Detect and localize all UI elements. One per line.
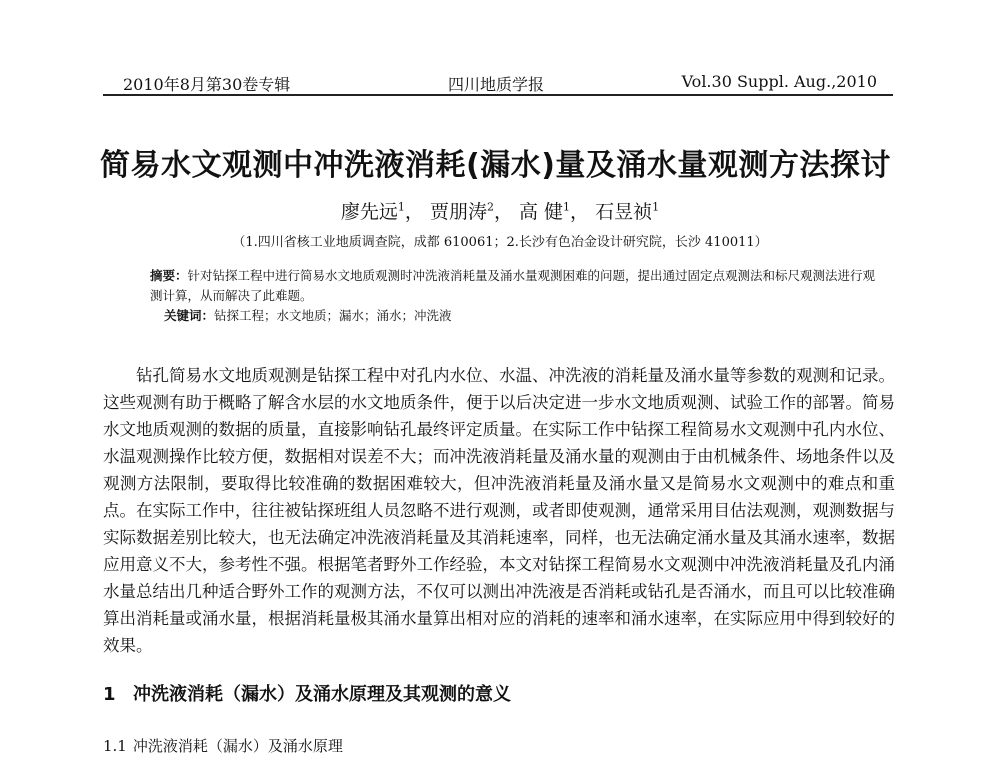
abstract-label: 摘要：: [150, 268, 188, 283]
journal-name: 四川地质学报: [448, 75, 545, 94]
subsection-title: 冲洗液消耗（漏水）及涌水原理: [132, 737, 343, 755]
author-affiliation-mark: 1: [397, 200, 405, 214]
abstract-text: 针对钻探工程中进行简易水文地质观测时冲洗液消耗量及涌水量观测困难的问题，提出通过固定点观测法和标尺观测法进行观测计算，从而解决了此难题。: [150, 268, 876, 303]
author-affiliation-mark: 2: [486, 200, 494, 214]
affiliations: （1.四川省核工业地质调查院，成都 610061；2.长沙有色冶金设计研究院，长沙 410011）: [232, 235, 768, 250]
body-text: [103, 362, 895, 659]
author-affiliation-mark: 1: [563, 200, 571, 214]
author-list: 廖先远$^1$， 贾朋涛$^2$， 高 健$^1$， 石昱祯$^1$: [340, 200, 660, 223]
intro-paragraph: 钻孔简易水文地质观测是钻探工程中对孔内水位、水温、冲洗液的消耗量及涌水量等参数的观测和记录。这些观测有助于概略了解含水层的水文地质条件，便于以后决定进一步水文地质观测、试验工作的部署。简易水文地质观测的数据的质量，直接影响钻孔最终评定质量。在实际工作中钻探工程简易水文观测中孔内水位、水温观测操作比较方便，数据相对误差不大；而冲洗液消耗量及涌水量的观测由于由机械条件、场地条件以及观测方法限制，要取得比较准确的数据困难较大，但冲洗液消耗量及涌水量又是简易水文观测中的难点和重点。在实际工作中，往往被钻探班组人员忽略不进行观测，或者即使观测，通常采用目估法观测，观测数据与实际数据差别比较大，也无法确定冲洗液消耗量及其消耗速率，同样，也无法确定涌水量及其涌水速率，数据应用意义不大，参考性不强。根据笔者野外工作经验，本文对钻探工程简易水文观测中冲洗液消耗量及孔内涌水量总结出几种适合野外工作的观测方法，不仅可以测出冲洗液是否消耗或钻孔是否涌水，而且可以比较准确算出消耗量或涌水量，根据消耗量极其涌水量算出相对应的消耗的速率和涌水速率，在实际应用中得到较好的效果。: [103, 366, 895, 655]
author-name: 廖先远: [340, 201, 398, 223]
author-name: 贾朋涛: [429, 201, 487, 223]
section-heading: [103, 680, 511, 706]
journal-issue: 2010年8月第30卷专辑: [123, 75, 291, 94]
section-title: 冲洗液消耗（漏水）及涌水原理及其观测的意义: [133, 684, 511, 705]
section-number: 1: [103, 684, 116, 705]
abstract-block: [150, 266, 880, 326]
author-name: 高 健: [519, 201, 564, 223]
author-name: 石昱祯: [595, 201, 653, 223]
journal-volume: Vol.30 Suppl. Aug.,2010: [681, 72, 877, 91]
keywords-text: 钻探工程；水文地质；漏水；涌水；冲洗液: [214, 308, 452, 323]
keywords-label: 关键词：: [164, 308, 215, 323]
paper-title: 简易水文观测中冲洗液消耗(漏水)量及涌水量观测方法探讨: [100, 148, 891, 183]
running-header: [103, 68, 893, 96]
subsection-number: 1.1: [103, 737, 127, 755]
keywords: [150, 306, 880, 326]
abstract: [150, 266, 880, 306]
author-affiliation-mark: 1: [652, 200, 660, 214]
subsection-heading: [103, 735, 343, 756]
